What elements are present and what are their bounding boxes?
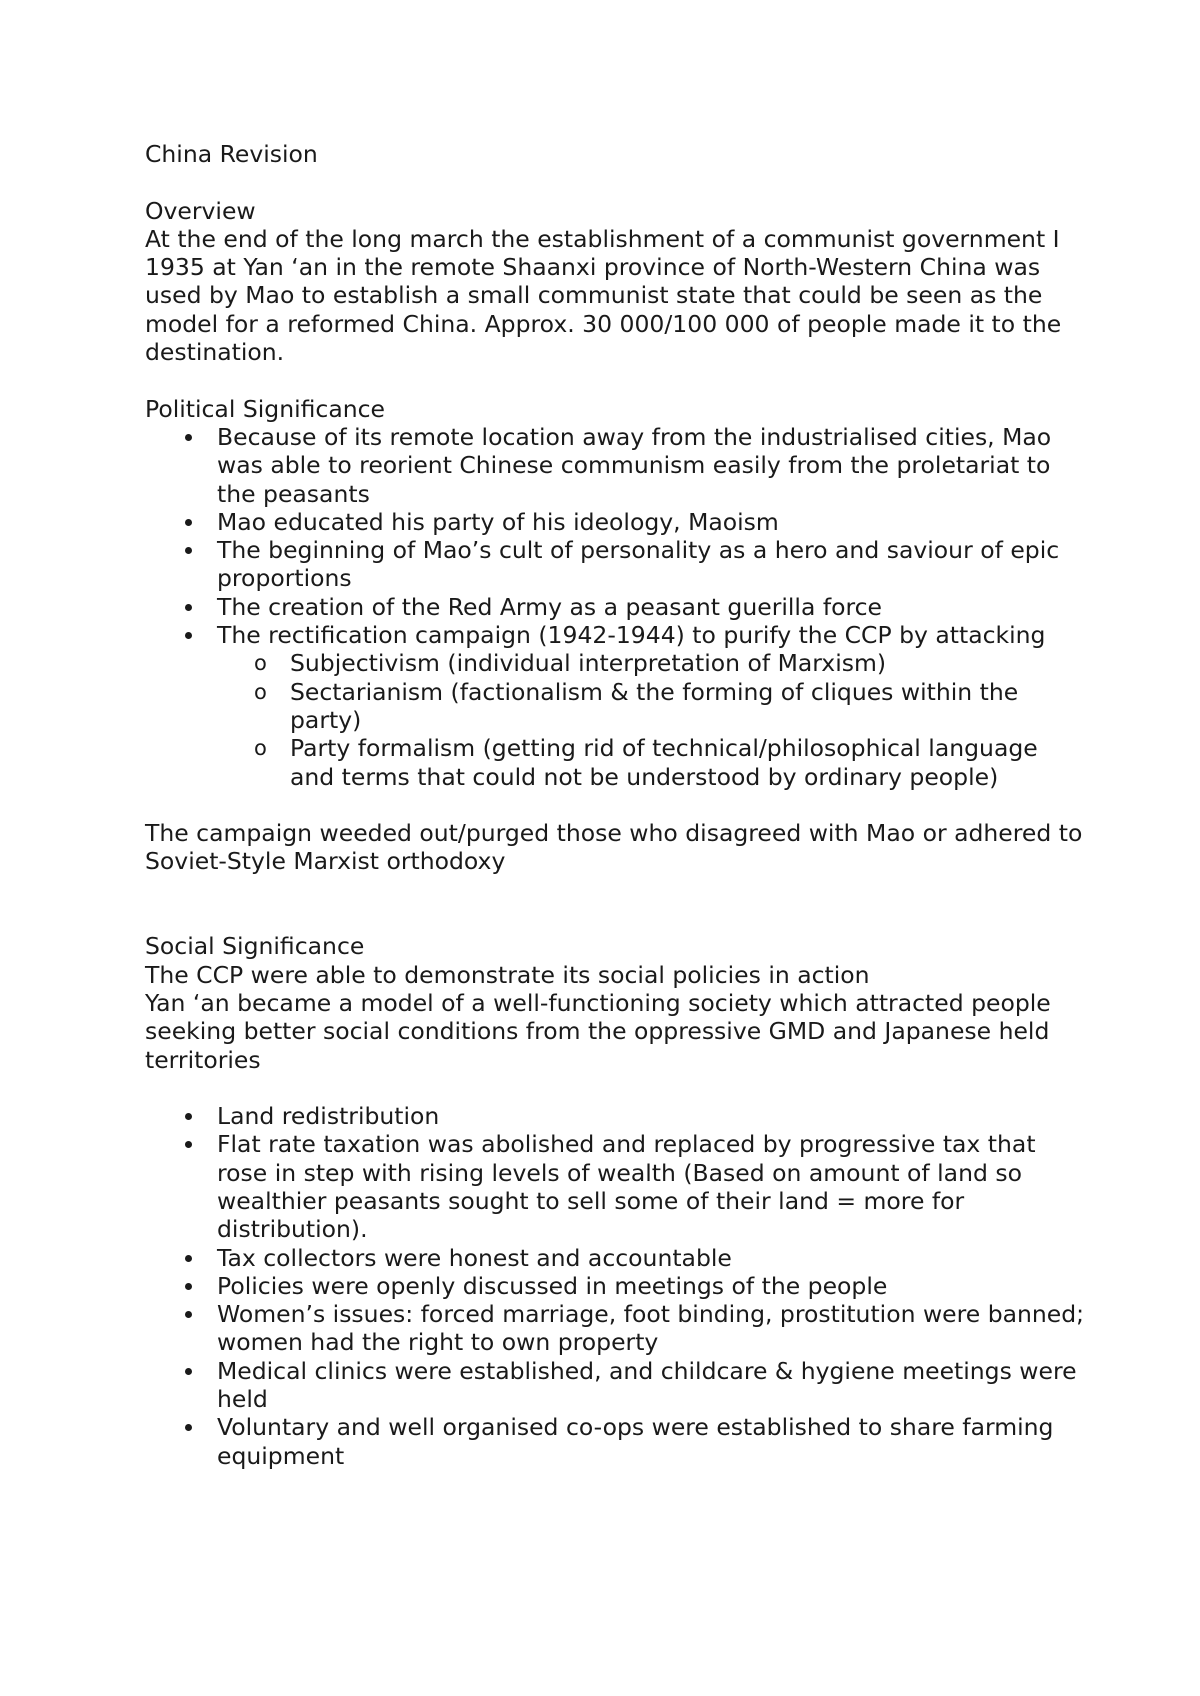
social-list: [145, 1102, 1085, 1470]
list-item: Because of its remote location away from the industrialised cities, Mao was able to reorient Chinese communism easily from the proletariat to the peasants: [145, 423, 1085, 508]
social-line-1: The CCP were able to demonstrate its social policies in action: [145, 960, 870, 989]
sub-list-item: o Party formalism (getting rid of technical/philosophical language and terms that could not be understood by ordinary people): [145, 734, 1085, 791]
spacer: [145, 366, 1085, 394]
list-item: The creation of the Red Army as a peasant guerilla force: [145, 593, 1085, 621]
political-conclusion: The campaign weeded out/purged those who disagreed with Mao or adhered to Soviet-Style Marxist orthodoxy: [145, 819, 1083, 876]
list-item: Policies were openly discussed in meetings of the people: [145, 1272, 1085, 1300]
spacer: [145, 876, 1085, 933]
overview-heading: Overview: [145, 196, 256, 225]
list-item: The beginning of Mao’s cult of personality as a hero and saviour of epic proportions: [145, 536, 1085, 593]
list-item: Medical clinics were established, and childcare & hygiene meetings were held: [145, 1357, 1085, 1414]
list-item: Mao educated his party of his ideology, Maoism: [145, 508, 1085, 536]
list-item: Flat rate taxation was abolished and replaced by progressive tax that rose in step with rising levels of wealth (Based on amount of land so wealthier peasants sought to sell some of their land = more for distribution).: [145, 1130, 1085, 1243]
list-item: Voluntary and well organised co-ops were established to share farming equipment: [145, 1413, 1085, 1470]
sub-list-item: o Subjectivism (individual interpretation of Marxism): [145, 649, 1085, 677]
list-item: Women’s issues: forced marriage, foot binding, prostitution were banned; women had the right to own property: [145, 1300, 1085, 1357]
list-item: Land redistribution: [145, 1102, 1085, 1130]
overview-paragraph: At the end of the long march the establishment of a communist government I 1935 at Yan ‘an in the remote Shaanxi province of North-Western China was used by Mao to establish a small communist state that could be seen as the model for a reformed China. Approx. 30 000/100 000 of people made it to the destination.: [145, 224, 1062, 367]
political-list: [145, 423, 1085, 791]
list-item: The rectification campaign (1942-1944) to purify the CCP by attacking: [145, 621, 1085, 649]
spacer: [145, 168, 1085, 196]
spacer: [145, 791, 1085, 819]
sub-list-item: o Sectarianism (factionalism & the forming of cliques within the party): [145, 678, 1085, 735]
social-heading: Social Significance: [145, 932, 365, 961]
document-page: [145, 140, 1085, 1470]
document-title: China Revision: [145, 140, 318, 168]
list-item: Tax collectors were honest and accountable: [145, 1244, 1085, 1272]
social-line-2: Yan ‘an became a model of a well-functioning society which attracted people seeking better social conditions from the oppressive GMD and Japanese held territories: [145, 988, 1051, 1074]
spacer: [145, 1074, 1085, 1102]
political-heading: Political Significance: [145, 394, 386, 423]
